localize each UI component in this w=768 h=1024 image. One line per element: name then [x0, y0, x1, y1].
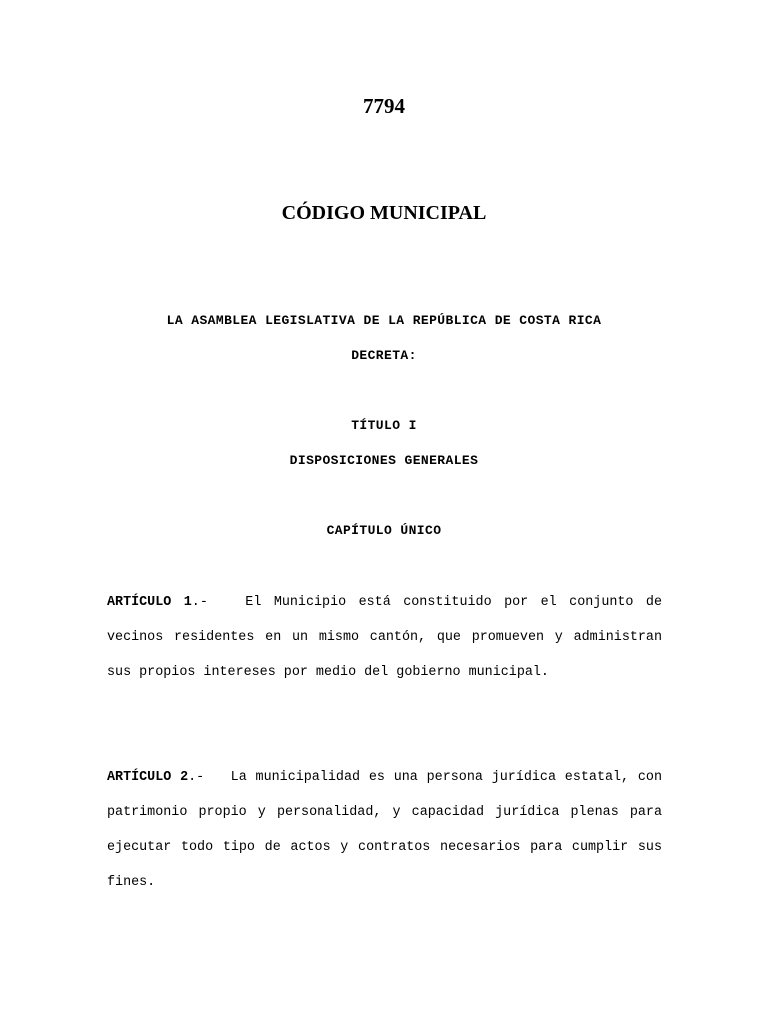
article-1-suffix: .-	[191, 595, 208, 610]
article-1-label: ARTÍCULO 1	[107, 595, 192, 610]
decreta-heading: DECRETA:	[351, 348, 417, 363]
article-1-text: El Municipio está constituido por el conjunto de vecinos residentes en un mismo cantón, que promueven y administran sus propios intereses por medio del gobierno municipal.	[107, 595, 663, 680]
article-2-label: ARTÍCULO 2	[107, 770, 189, 785]
article-2-text: La municipalidad es una persona jurídica estatal, con patrimonio propio y personalidad, y capacidad jurídica plenas para ejecutar todo tipo de actos y contratos necesarios para cumplir sus fines.	[107, 770, 663, 890]
code-title: CÓDIGO MUNICIPAL	[281, 202, 487, 224]
title-heading: TÍTULO I	[351, 418, 417, 433]
assembly-heading: LA ASAMBLEA LEGISLATIVA DE LA REPÚBLICA DE COSTA RICA	[166, 313, 602, 328]
article-2-suffix: .-	[188, 770, 205, 785]
chapter-heading: CAPÍTULO ÚNICO	[326, 523, 442, 538]
title-name-heading: DISPOSICIONES GENERALES	[289, 453, 479, 468]
law-number: 7794	[363, 94, 405, 118]
article-2	[107, 760, 662, 900]
article-1	[107, 585, 662, 690]
